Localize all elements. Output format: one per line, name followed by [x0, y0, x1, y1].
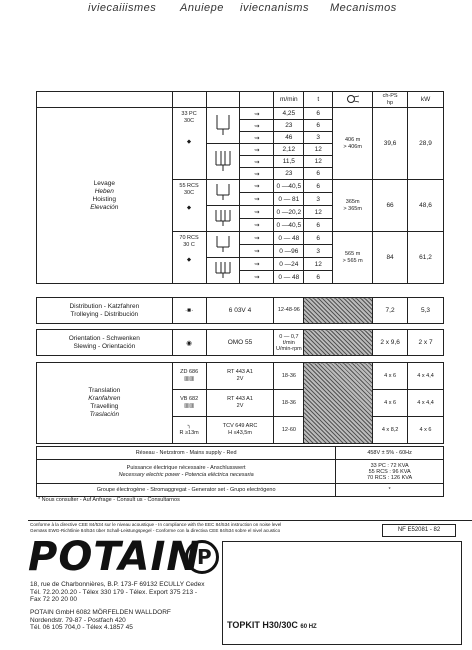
speed-mode-icon: ⇝	[240, 108, 274, 120]
header-es: Mecanismos	[330, 2, 397, 14]
load-value: 3	[304, 245, 333, 258]
bogie-model: VB 682	[180, 396, 199, 402]
speed-value: 0 — 81	[274, 193, 304, 206]
speed-mode-icon: ⇝	[240, 168, 274, 180]
travel-chps: 4 x 6	[373, 363, 408, 390]
translation-table	[36, 362, 444, 444]
speed-value: 0 —20,2	[274, 206, 304, 219]
load-value: 6	[304, 120, 333, 132]
travel-speed: 12-60	[274, 417, 304, 444]
distribution-speed: 12-48-96	[274, 298, 304, 324]
electric-table	[36, 446, 444, 497]
speed-mode-icon: ⇝	[240, 206, 274, 219]
bogie-icon: ▥▥	[183, 376, 195, 382]
speed-mode-icon: ⇝	[240, 193, 274, 206]
power-chps: 39,6	[373, 108, 408, 180]
travel-motor: TCV 649 ARC	[222, 423, 258, 429]
winch-icon: ◆	[186, 139, 192, 145]
distribution-label-2: Trolleying - Distribución	[70, 310, 139, 318]
translation-label-en: Travelling	[90, 403, 119, 410]
speed-mode-icon: ⇝	[240, 245, 274, 258]
trolley-icon: ·■·	[172, 298, 206, 324]
model-title: TOPKIT H30/30C	[227, 620, 298, 630]
travel-kw: 4 x 4,4	[408, 390, 444, 417]
model-frequency: 60 HZ	[300, 624, 317, 630]
winch-icon: ◆	[186, 205, 192, 211]
col-speed: m/min	[274, 92, 304, 108]
col-tonnage: t	[304, 92, 333, 108]
hook-height-max: > 406m	[343, 143, 362, 150]
translation-label-es: Traslación	[89, 411, 120, 418]
power-kw: 48,6	[408, 180, 444, 232]
hoisting-label-en: Hoisting	[92, 195, 117, 203]
load-value: 6	[304, 180, 333, 193]
bogie-icon: ▥▥	[183, 403, 195, 409]
orientation-label: Orientation - Schwenken	[68, 334, 140, 342]
load-value: 12	[304, 258, 333, 271]
address-fr-line-2: Tél. 72.20.20.20 - Télex 330 179 - Télex. Export 375 213 -	[30, 588, 198, 596]
speed-mode-icon: ⇝	[240, 180, 274, 193]
potain-mark-icon: P	[185, 540, 219, 574]
speed-value: 0 —24	[274, 258, 304, 271]
orientation-speed: 0 — 0,7	[279, 333, 299, 340]
load-value: 6	[304, 271, 333, 284]
reeving-4-icon	[206, 206, 240, 232]
travel-kw: 4 x 4,4	[408, 363, 444, 390]
load-value: 12	[304, 144, 333, 156]
header-en: iviecnanisms	[240, 2, 309, 14]
hatched-cell	[304, 330, 373, 356]
reeving-4-icon	[206, 144, 240, 180]
speed-mode-icon: ⇝	[240, 120, 274, 132]
distribution-label: Distribution - Katzfahren	[69, 302, 140, 310]
travel-chps: 4 x 8,2	[373, 417, 408, 444]
load-value: 3	[304, 132, 333, 144]
col-chps: ch-PS	[382, 92, 398, 99]
speed-value: 0 — 48	[274, 271, 304, 284]
winch-model: 55 RCS	[179, 183, 199, 189]
address-fr-line-3: Fax 72 20 20 00	[30, 596, 77, 604]
travel-speed: 18-36	[274, 363, 304, 390]
footnote: * Nous consulter - Auf Anfrage - Consult us - Consultarnos	[38, 497, 180, 503]
power-55rcs: 55 RCS : 96 KVA	[368, 468, 411, 475]
winch-model: 33 PC	[181, 111, 197, 117]
orientation-label-2: Slewing - Orientación	[73, 342, 136, 350]
speed-value: 23	[274, 120, 304, 132]
travel-motor-sub: 2V	[236, 376, 244, 382]
speed-value: 4,25	[274, 108, 304, 120]
speed-mode-icon: ⇝	[240, 132, 274, 144]
speed-value: 0 —96	[274, 245, 304, 258]
header-fr: iviecaiiismes	[88, 2, 157, 14]
travel-motor: RT 443 A1	[227, 369, 253, 375]
reeving-4-icon	[206, 258, 240, 284]
speed-value: 2,12	[274, 144, 304, 156]
speed-value: 0 — 48	[274, 232, 304, 245]
distribution-chps: 7,2	[373, 298, 408, 324]
orientation-model: OMO 55	[206, 330, 274, 356]
hook-height: 365m	[345, 198, 360, 205]
reeving-2-icon	[206, 180, 240, 206]
hook-height-icon	[333, 92, 373, 108]
address-fr-line-1: 18, rue de Charbonnières, B.P. 173-F 69132 ECULLY Cedex	[30, 581, 205, 588]
network-value: 458V ± 5% - 60Hz	[336, 447, 444, 460]
conformity-line-2: Gemäss EWG-Richtlinie 84/534 über Schall-Leistungspegel - Conforme con la directiva CEE 84/534 sobre el nivel acustico	[30, 528, 281, 533]
orientation-kw: 2 x 7	[408, 330, 444, 356]
power-label-2: Necessary electric power - Potencia eléctrica necesaria	[118, 471, 254, 478]
load-value: 6	[304, 108, 333, 120]
hoisting-label: Levage	[93, 179, 115, 187]
load-value: 6	[304, 168, 333, 180]
translation-label: Translation	[88, 387, 121, 394]
header-de: Anuiepe	[180, 2, 224, 14]
travel-motor-sub: 2V	[236, 403, 244, 409]
winch-model-sub: 30C	[184, 118, 195, 124]
speed-value: 23	[274, 168, 304, 180]
hatched-cell	[304, 363, 373, 444]
hoist-row	[37, 108, 444, 120]
winch-model: 70 RCS	[179, 235, 199, 241]
travel-chps: 4 x 6	[373, 390, 408, 417]
slewing-icon: ◉	[172, 330, 206, 356]
power-kw: 61,2	[408, 232, 444, 284]
bogie-model: ZD 686	[180, 369, 199, 375]
load-value: 12	[304, 156, 333, 168]
speed-value: 46	[274, 132, 304, 144]
hoisting-label-es: Elevación	[90, 203, 119, 211]
distribution-model: 6 03V 4	[206, 298, 274, 324]
generator-label: Groupe électrogène - Stromaggregat - Generator set - Grupo electrógeno	[37, 484, 336, 497]
address-de-line-3: Tél. 06 105 704,0 - Télex 4.1857 45	[30, 624, 133, 632]
column-header-row	[37, 92, 444, 108]
reeving-2-icon	[206, 108, 240, 144]
power-label: Puissance électrique nécessaire - Anschlusswert	[126, 464, 246, 471]
mechanisms-table	[36, 91, 444, 284]
orientation-speed-unit: t/min	[282, 339, 295, 346]
reeving-2-icon	[206, 232, 240, 258]
winch-model-sub: 30C	[184, 190, 195, 196]
speed-value: 11,5	[274, 156, 304, 168]
model-box	[222, 541, 462, 645]
distribution-table	[36, 297, 444, 324]
travel-motor-sub: H ≤43,5m	[228, 430, 252, 436]
speed-value: 0 —40,5	[274, 180, 304, 193]
travel-speed: 18-36	[274, 390, 304, 417]
translation-label-de: Kranfahren	[88, 395, 121, 402]
hoisting-label-de: Heben	[94, 187, 114, 195]
winch-icon: ◆	[186, 257, 192, 263]
travel-kw: 4 x 6	[408, 417, 444, 444]
distribution-kw: 5,3	[408, 298, 444, 324]
travel-motor: RT 443 A1	[227, 396, 253, 402]
load-value: 12	[304, 206, 333, 219]
divider	[28, 520, 472, 521]
speed-mode-icon: ⇝	[240, 271, 274, 284]
generator-value: *	[336, 484, 444, 497]
speed-mode-icon: ⇝	[240, 232, 274, 245]
address-de-line-2: Nordendstr. 79-87 - Postfach 420	[30, 616, 126, 624]
load-value: 6	[304, 219, 333, 232]
address-de-line-1: POTAIN GmbH 6082 MÖRFELDEN WALLDORF	[30, 609, 171, 616]
curve-radius: R ≥13m	[179, 430, 199, 436]
nf-standard: NF E52081 - 82	[382, 524, 456, 537]
hatched-cell	[304, 298, 373, 324]
potain-logo: POTAIN	[28, 534, 201, 580]
load-value: 3	[304, 193, 333, 206]
hoisting-label-cell	[37, 108, 173, 284]
speed-mode-icon: ⇝	[240, 156, 274, 168]
speed-mode-icon: ⇝	[240, 144, 274, 156]
speed-mode-icon: ⇝	[240, 258, 274, 271]
power-kw: 28,9	[408, 108, 444, 180]
hook-height: 565 m	[345, 250, 361, 257]
speed-value: 0 —40,5	[274, 219, 304, 232]
col-hp: hp	[387, 99, 394, 106]
orientation-table	[36, 329, 444, 356]
load-value: 6	[304, 232, 333, 245]
curve-icon: ╮	[187, 423, 191, 429]
speed-mode-icon: ⇝	[240, 219, 274, 232]
power-33pc: 33 PC : 72 KVA	[370, 462, 409, 469]
orientation-chps: 2 x 9,6	[373, 330, 408, 356]
conformity-line-1: Conforme à la directive CEE 84/534 sur le niveau acoustique - In compliance with the EEC 84/534 instruction on noise level	[30, 522, 282, 527]
power-chps: 66	[373, 180, 408, 232]
winch-model-sub: 30 C	[183, 242, 195, 248]
network-label: Réseau - Netzstrom - Mains supply - Red	[37, 447, 336, 460]
orientation-speed-unit-2: U/min-rpm	[276, 345, 302, 352]
col-kw: kW	[408, 92, 444, 108]
hook-height-max: > 565 m	[342, 257, 363, 264]
hook-height-max: > 365m	[343, 205, 362, 212]
power-chps: 84	[373, 232, 408, 284]
hook-height: 406 m	[345, 136, 361, 143]
power-70rcs: 70 RCS : 126 KVA	[367, 474, 413, 481]
